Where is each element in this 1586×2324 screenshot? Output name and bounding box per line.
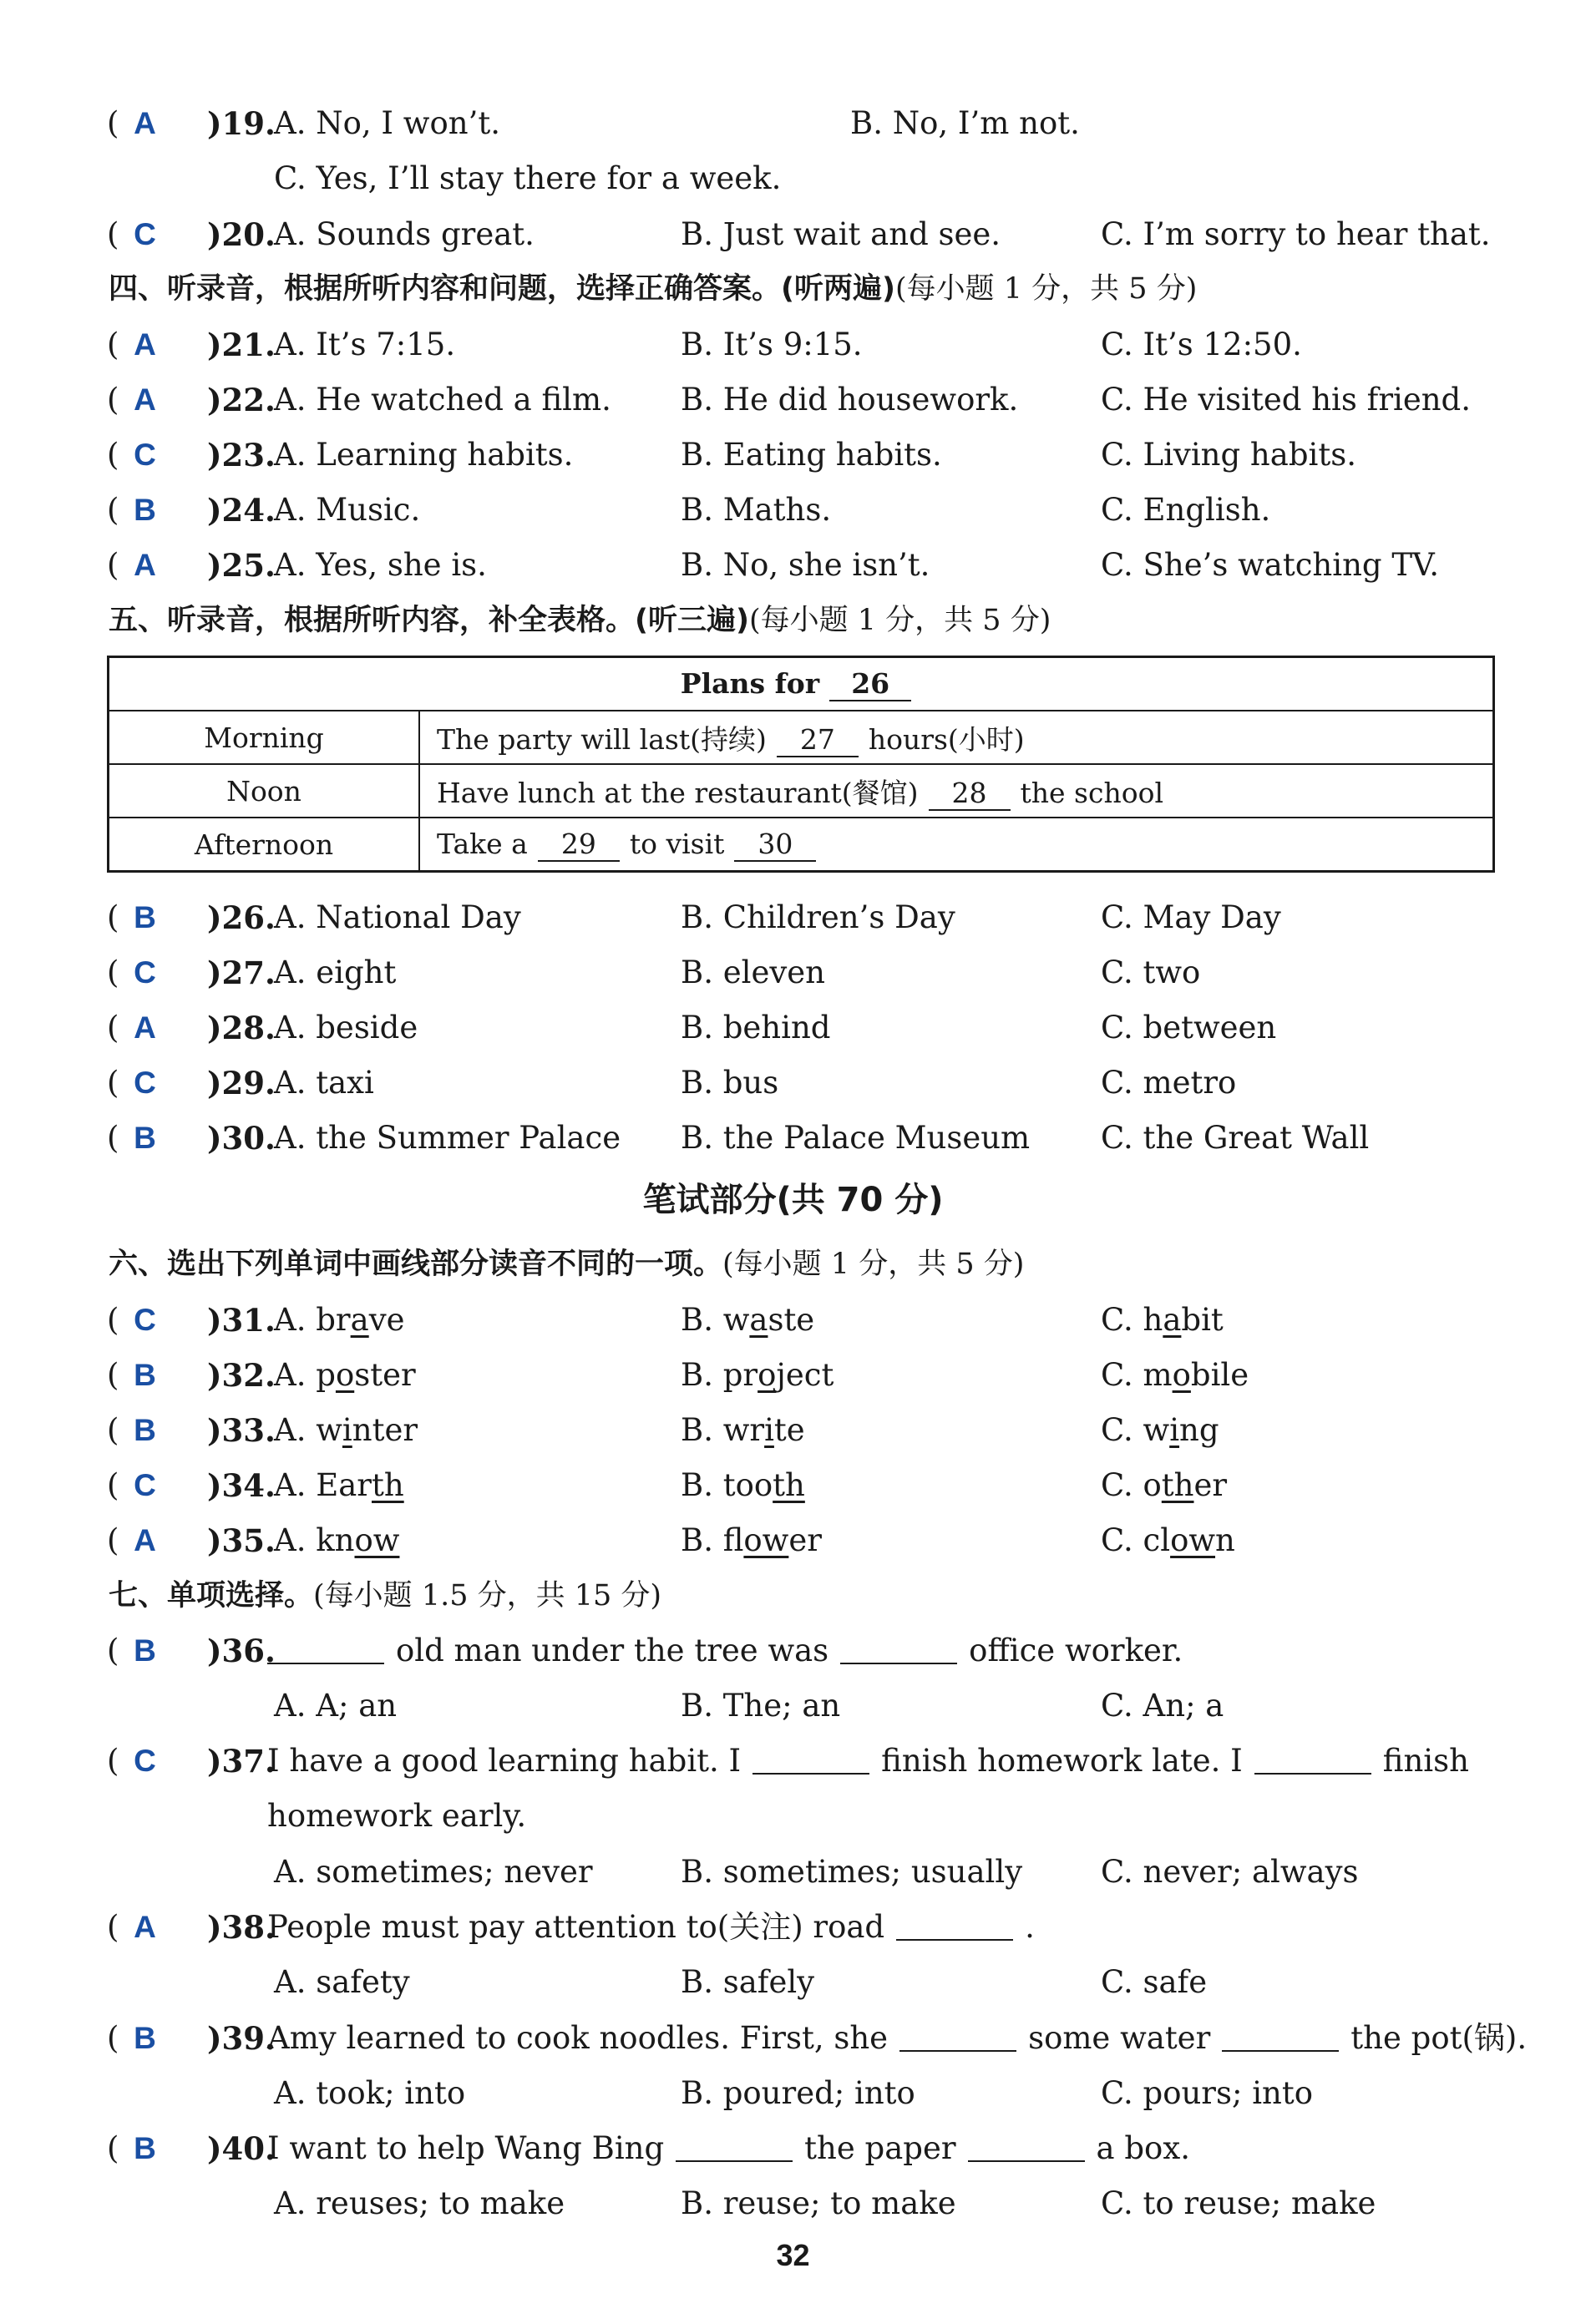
option-a: A. No, I won’t. [274,105,500,141]
answer-box: ( A [107,545,170,585]
word-part: B. pr [681,1357,758,1393]
question-text [267,1907,1035,1947]
option-c: C. metro [1101,1065,1237,1101]
underlined-part: th [1161,1467,1194,1503]
answer-letter: A [134,382,156,417]
table-row [109,711,1494,764]
row-content [419,764,1494,818]
word-part: C. w [1101,1412,1170,1448]
text-part: finish [1382,1743,1469,1779]
option-a [274,1521,399,1561]
answer-box: ( A [107,325,170,365]
section-note: (每小题 1 分，共 5 分) [749,604,1051,637]
option-b: B. Eating habits. [681,437,942,473]
word-part: C. h [1101,1302,1163,1338]
option-a: A. reuses; to make [274,2185,565,2221]
question-text [267,2018,1527,2058]
row-content [419,711,1494,764]
word-part: A. kn [274,1522,355,1558]
row-label: Morning [109,711,420,764]
word-part: A. br [274,1302,351,1338]
answer-blank [267,1638,384,1664]
text-part: I have a good learning habit. I [267,1743,742,1779]
row-label: Noon [109,764,420,818]
cell-text: to visit [629,827,725,860]
option-a: A. It’s 7:15. [274,327,456,362]
question-number: )37. [207,1743,276,1780]
option-a [274,1300,405,1340]
option-a: A. taxi [274,1065,374,1101]
option-a: A. sometimes; never [274,1854,593,1890]
option-a [274,1410,418,1451]
question-number: )22. [207,382,276,418]
option-b [681,1521,822,1561]
text-part: the paper [804,2130,956,2166]
underlined-part: th [372,1467,404,1503]
word-part: er [1193,1467,1228,1503]
question-number: )23. [207,437,276,473]
answer-box: ( C [107,215,170,255]
option-c: C. I’m sorry to hear that. [1101,216,1491,252]
option-a: A. A; an [274,1688,398,1724]
answer-box: ( C [107,953,170,993]
option-b: B. eleven [681,954,825,990]
answer-letter: C [134,955,156,990]
answer-blank [840,1638,957,1664]
word-part: A. Ear [274,1467,372,1503]
answer-box: ( C [107,1300,170,1340]
question-number: )38. [207,1909,276,1946]
answer-letter: C [134,1744,156,1778]
option-c [1101,1355,1249,1395]
word-part: ster [354,1357,416,1393]
word-part: te [773,1412,805,1448]
option-c: C. May Day [1101,899,1281,935]
question-text [267,2129,1190,2169]
section-title: 四、听录音，根据所听内容和问题，选择正确答案。(听两遍) [109,272,895,306]
answer-letter: B [134,1121,156,1155]
option-b [681,1410,805,1451]
answer-box: ( A [107,380,170,420]
option-b: B. poured; into [681,2075,915,2111]
answer-blank [1222,2025,1339,2052]
option-c: C. the Great Wall [1101,1120,1370,1156]
blank-28: 28 [929,777,1011,811]
answer-box: ( A [107,104,170,144]
answer-letter: C [134,1468,156,1502]
word-part: B. too [681,1467,773,1503]
option-a [274,1466,404,1506]
answer-letter: A [134,1523,156,1557]
answer-letter: B [134,1358,156,1392]
option-a: A. Music. [274,492,421,528]
section-7-heading [109,1576,661,1616]
text-part: Amy learned to cook noodles. First, she [267,2020,889,2056]
option-a: A. Yes, she is. [274,547,487,583]
option-c: C. She’s watching TV. [1101,547,1440,583]
option-b: B. No, I’m not. [850,105,1080,141]
answer-blank [899,2025,1016,2052]
underlined-part: a [350,1302,369,1338]
question-number: )39. [207,2020,276,2057]
question-number: )36. [207,1633,276,1669]
option-c: C. to reuse; make [1101,2185,1376,2221]
table-row [109,764,1494,818]
answer-letter: A [134,548,156,582]
cell-text: hours(小时) [868,722,1025,756]
word-part: bit [1181,1302,1224,1338]
underlined-part: i [1169,1412,1180,1448]
option-c [1101,1410,1219,1451]
option-c: C. An; a [1101,1688,1224,1724]
option-a [274,1355,416,1395]
section-note: (每小题 1 分，共 5 分) [722,1248,1025,1281]
answer-letter: B [134,1413,156,1447]
row-label: Afternoon [109,818,420,872]
option-c: C. safe [1101,1964,1208,2000]
answer-letter: A [134,1910,156,1944]
question-number: )33. [207,1412,276,1449]
question-number: )20. [207,216,276,253]
option-b: B. The; an [681,1688,841,1724]
option-c [1101,1300,1224,1340]
answer-letter: B [134,1633,156,1668]
section-title: 六、选出下列单词中画线部分读音不同的一项。 [109,1248,723,1281]
cell-text: Have lunch at the restaurant(餐馆) [437,776,919,809]
word-part: B. fl [681,1522,744,1558]
word-part: n [1215,1522,1235,1558]
answer-blank [676,2135,793,2162]
section-4-heading [109,269,1197,309]
question-number: )29. [207,1065,276,1101]
word-part: ste [768,1302,815,1338]
question-number: )24. [207,492,276,529]
answer-blank [896,1914,1013,1941]
option-b: B. It’s 9:15. [681,327,863,362]
word-part: A. w [274,1412,342,1448]
text-part: People must pay attention to(关注) road [267,1909,885,1945]
section-note: (每小题 1.5 分，共 15 分) [313,1579,662,1613]
option-a: A. the Summer Palace [274,1120,621,1156]
underlined-part: o [758,1357,777,1393]
section-note: (每小题 1 分，共 5 分) [895,272,1198,306]
option-a: A. eight [274,954,397,990]
question-number: )32. [207,1357,276,1394]
written-part-title: 笔试部分(共 70 分) [642,1181,944,1219]
option-b [681,1300,814,1340]
row-content [419,818,1494,872]
underlined-part: o [1172,1357,1191,1393]
answer-letter: B [134,2021,156,2055]
blank-26: 26 [829,667,911,701]
word-part: ve [368,1302,405,1338]
option-b: B. sometimes; usually [681,1854,1023,1890]
underlined-part: ow [354,1522,400,1558]
section-title: 七、单项选择。 [109,1579,314,1613]
answer-box: ( B [107,2018,170,2058]
underlined-part: a [1163,1302,1182,1338]
underlined-part: ow [1170,1522,1216,1558]
cell-text: The party will last(持续) [437,722,767,756]
option-c: C. two [1101,954,1201,990]
option-a: A. Learning habits. [274,437,574,473]
question-number: )27. [207,954,276,991]
answer-box: ( A [107,1521,170,1561]
question-number: )30. [207,1120,276,1157]
option-c [1101,1521,1235,1561]
text-part: office worker. [969,1633,1183,1668]
option-b: B. behind [681,1010,831,1046]
option-b: B. the Palace Museum [681,1120,1031,1156]
question-text: homework early. [267,1798,527,1834]
word-part: bile [1190,1357,1249,1393]
option-b: B. Maths. [681,492,832,528]
option-b: B. No, she isn’t. [681,547,930,583]
option-a: A. National Day [274,899,521,935]
cell-text: Take a [437,827,528,860]
underlined-part: i [764,1412,774,1448]
text-part: some water [1028,2020,1211,2056]
option-a: A. safety [274,1964,410,2000]
answer-box: ( B [107,1118,170,1158]
answer-box: ( A [107,1907,170,1947]
option-c: C. English. [1101,492,1271,528]
section-5-heading [109,600,1051,640]
question-text [267,1631,1183,1671]
word-part: C. m [1101,1357,1173,1393]
option-c: C. Yes, I’ll stay there for a week. [274,160,782,196]
answer-box: ( B [107,1631,170,1671]
section-title: 五、听录音，根据所听内容，补全表格。(听三遍) [109,604,749,637]
option-b: B. Children’s Day [681,899,955,935]
answer-box: ( C [107,1063,170,1103]
question-number: )31. [207,1302,276,1339]
question-number: )19. [207,105,276,142]
option-b [681,1466,805,1506]
word-part: B. w [681,1302,750,1338]
question-number: )21. [207,327,276,363]
plans-table [107,656,1495,873]
option-b: B. Just wait and see. [681,216,1001,252]
question-number: )28. [207,1010,276,1046]
answer-letter: C [134,217,156,251]
word-part: C. o [1101,1467,1162,1503]
text-part: finish homework late. I [881,1743,1243,1779]
answer-box: ( C [107,1466,170,1506]
blank-30: 30 [734,828,816,862]
word-part: er [788,1522,822,1558]
word-part: C. cl [1101,1522,1171,1558]
option-a: A. took; into [274,2075,466,2111]
text-part: old man under the tree was [396,1633,829,1668]
option-b: B. reuse; to make [681,2185,956,2221]
option-b: B. He did housework. [681,382,1019,418]
option-c: C. He visited his friend. [1101,382,1472,418]
option-a: A. Sounds great. [274,216,535,252]
underlined-part: a [749,1302,768,1338]
answer-letter: A [134,327,156,362]
answer-box: ( A [107,1008,170,1048]
option-b [681,1355,834,1395]
word-part: ng [1179,1412,1219,1448]
answer-letter: B [134,2131,156,2165]
answer-letter: B [134,900,156,934]
section-6-heading [109,1244,1024,1284]
answer-box: ( B [107,490,170,530]
option-c: C. Living habits. [1101,437,1356,473]
option-b: B. safely [681,1964,815,2000]
word-part: ject [776,1357,834,1393]
option-a: A. He watched a film. [274,382,611,418]
question-number: )26. [207,899,276,936]
underlined-part: th [773,1467,805,1503]
table-header-text: Plans for [680,666,820,700]
option-c [1101,1466,1227,1506]
text-part: . [1025,1909,1035,1945]
cell-text: the school [1020,776,1164,809]
answer-letter: C [134,1303,156,1337]
underlined-part: o [335,1357,355,1393]
question-number: )34. [207,1467,276,1504]
option-a: A. beside [274,1010,418,1046]
page-number: 32 [776,2238,810,2272]
option-b: B. bus [681,1065,779,1101]
answer-box: ( C [107,1741,170,1781]
blank-27: 27 [777,723,859,757]
question-number: )25. [207,547,276,584]
answer-letter: A [134,106,156,140]
option-c: C. pours; into [1101,2075,1314,2111]
option-c: C. never; always [1101,1854,1359,1890]
blank-29: 29 [538,828,620,862]
text-part: the pot(锅). [1350,2020,1528,2056]
table-header [109,657,1494,711]
answer-box: ( B [107,2129,170,2169]
table-row [109,818,1494,872]
word-part: B. wr [681,1412,765,1448]
option-c: C. It’s 12:50. [1101,327,1302,362]
text-part: a box. [1096,2130,1190,2166]
option-c: C. between [1101,1010,1277,1046]
underlined-part: ow [743,1522,789,1558]
answer-letter: C [134,1066,156,1100]
word-part: nter [352,1412,418,1448]
answer-letter: C [134,438,156,472]
answer-box: ( C [107,435,170,475]
answer-box: ( B [107,898,170,938]
answer-blank [1254,1748,1371,1775]
answer-letter: A [134,1010,156,1045]
underlined-part: i [342,1412,352,1448]
answer-box: ( B [107,1410,170,1451]
question-number: )35. [207,1522,276,1559]
word-part: A. p [274,1357,336,1393]
question-text [267,1741,1469,1781]
answer-blank [968,2135,1085,2162]
answer-box: ( B [107,1355,170,1395]
question-number: )40. [207,2130,276,2167]
answer-letter: B [134,493,156,527]
table-row [109,657,1494,711]
text-part: I want to help Wang Bing [267,2130,665,2166]
answer-blank [752,1748,869,1775]
